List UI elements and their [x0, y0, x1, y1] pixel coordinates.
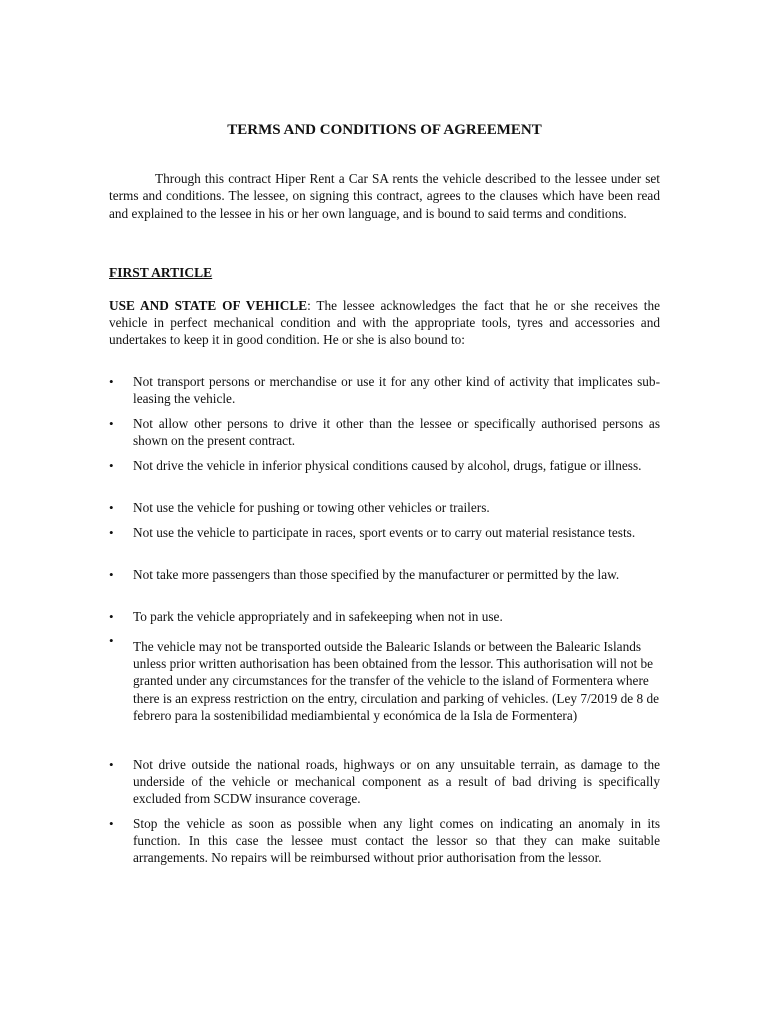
list-item-text: Not take more passengers than those specified by the manufacturer or permitted by the law. [133, 567, 620, 582]
bullet-icon: • [109, 525, 114, 540]
bullet-icon: • [109, 500, 114, 515]
document-title: TERMS AND CONDITIONS OF AGREEMENT [227, 122, 542, 138]
use-and-state-paragraph [109, 297, 660, 349]
bullet-icon: • [109, 633, 114, 648]
list-item-text: Not allow other persons to drive it other than the lessee or specifically authorised persons as shown on the present contract. [133, 416, 660, 448]
list-item-text: Not use the vehicle for pushing or towing other vehicles or trailers. [133, 500, 490, 515]
bullet-icon: • [109, 416, 114, 431]
list-item-text: Not drive the vehicle in inferior physical conditions caused by alcohol, drugs, fatigue or illness. [133, 458, 642, 473]
intro-paragraph: Through this contract Hiper Rent a Car SA rents the vehicle described to the lessee under set terms and conditions. The lessee, on signing this contract, agrees to the clauses which have been read and explained to the lessee in his or her own language, and is bound to said terms and conditions. [109, 171, 660, 221]
bullet-icon: • [109, 567, 114, 582]
bullet-icon: • [109, 757, 114, 772]
list-item-text: Not use the vehicle to participate in races, sport events or to carry out material resistance tests. [133, 525, 636, 540]
list-item-text: The vehicle may not be transported outside the Balearic Islands or between the Balearic Islands unless prior written authorisation has been obtained from the lessor. This authorisation will not be granted under any circumstances for the transfer of the vehicle to the island of Formentera where there is an express restriction on the entry, circulation and parking of vehicles. (Ley 7/2019 de 8 de febrero para la sostenibilidad mediambiental y económica de la Isla de Formentera) [133, 639, 660, 723]
list-item-text: Not drive outside the national roads, highways or on any unsuitable terrain, as damage to the underside of the vehicle or mechanical component as a result of bad driving is specifically excluded from SCDW insurance coverage. [133, 757, 660, 806]
bullet-icon: • [109, 816, 114, 831]
use-and-state-lead: USE AND STATE OF VEHICLE [109, 298, 308, 313]
list-item-text: To park the vehicle appropriately and in safekeeping when not in use. [133, 609, 503, 624]
list-item-text: Not transport persons or merchandise or use it for any other kind of activity that implicates sub-leasing the vehicle. [133, 374, 660, 406]
use-and-state-body: : The lessee acknowledges the fact that he or she receives the vehicle in perfect mechanical condition and with the appropriate tools, tyres and accessories and undertakes to keep it in good condition. He or she is also bound to: [109, 298, 660, 348]
bullet-icon: • [109, 458, 114, 473]
list-item-text: Stop the vehicle as soon as possible when any light comes on indicating an anomaly in its function. In this case the lessee must contact the lessor so that they can make suitable arrangements. No repairs will be reimbursed without prior authorisation from the lessor. [133, 816, 660, 865]
bullet-icon: • [109, 374, 114, 389]
first-article-heading: FIRST ARTICLE [109, 265, 213, 280]
bullet-icon: • [109, 609, 114, 624]
